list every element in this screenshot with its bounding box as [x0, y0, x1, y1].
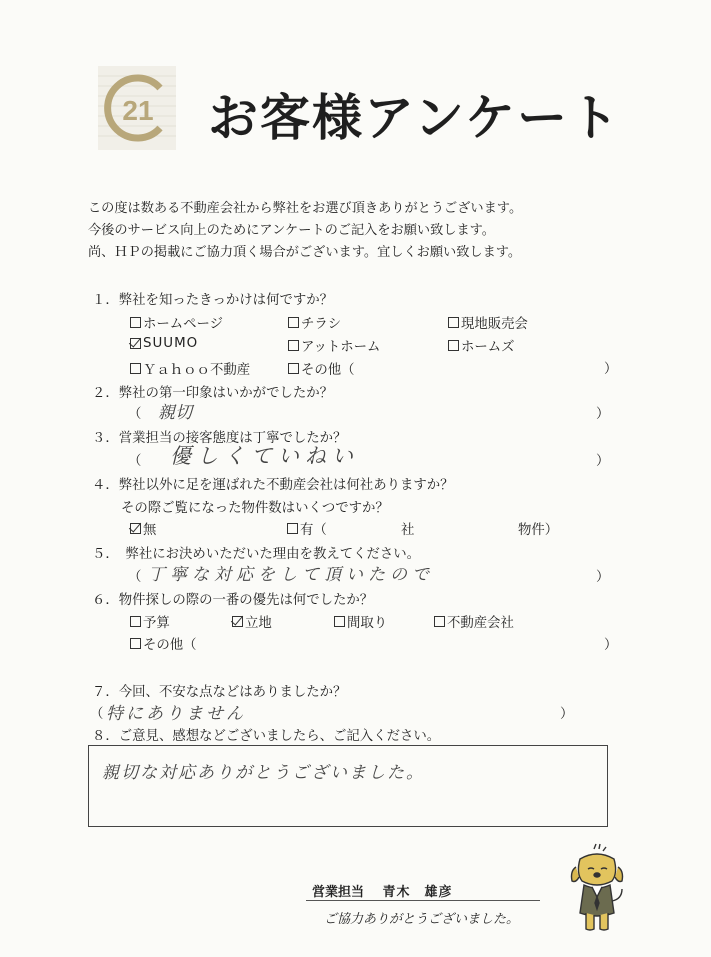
q6-question: ６．物件探しの際の一番の優先は何でしたか？: [92, 593, 374, 608]
q7-answer[interactable]: 特にありません: [106, 704, 246, 724]
dog-mascot-icon: [566, 843, 628, 941]
staff-label: 営業担当: [312, 885, 365, 900]
q5-question: ５． 弊社にお決めいただいた理由を教えてください。: [92, 547, 421, 562]
checkbox[interactable]: [288, 363, 299, 374]
q1-option-open-house[interactable]: 現地販売会: [448, 313, 528, 332]
q4-option-yes[interactable]: 有（: [287, 519, 327, 538]
checkbox[interactable]: [334, 616, 345, 627]
q4-option-none[interactable]: 無: [130, 519, 156, 538]
thanks-text: ご協力ありがとうございました。: [324, 912, 520, 927]
q4-unit-company: 社: [401, 523, 415, 538]
q4-unit-property: 物件）: [518, 523, 559, 538]
checkbox[interactable]: [130, 317, 141, 328]
checkbox[interactable]: [130, 616, 141, 627]
q5-answer[interactable]: 丁寧な対応をして頂いたので: [148, 565, 434, 585]
q8-question: ８．ご意見、感想などございましたら、ご記入ください。: [92, 729, 441, 744]
open-paren: （: [128, 407, 142, 422]
q1-option-homes[interactable]: ホームズ: [448, 336, 515, 355]
checkbox[interactable]: [288, 340, 299, 351]
staff-signature: [312, 881, 453, 900]
checkbox-checked[interactable]: [232, 616, 243, 627]
intro-text: [88, 198, 522, 264]
intro-line: 尚、ＨＰの掲載にご協力頂く場合がございます。宜しくお願い致します。: [88, 245, 522, 260]
close-paren: ）: [596, 570, 610, 585]
checkbox[interactable]: [287, 523, 298, 534]
intro-line: この度は数ある不動産会社から弊社をお選び頂きありがとうございます。: [88, 201, 523, 216]
q6-option-budget[interactable]: 予算: [130, 612, 170, 631]
logo-text: 21: [122, 95, 154, 126]
checkbox[interactable]: [288, 317, 299, 328]
open-paren: （: [128, 570, 142, 585]
close-paren: ）: [560, 707, 574, 722]
signature-line: [306, 900, 540, 901]
intro-line: 今後のサービス向上のためにアンケートのご記入をお願い致します。: [88, 223, 495, 238]
close-paren: ）: [596, 407, 610, 422]
staff-name: 青木 雄彦: [382, 885, 453, 900]
q7-question: ７．今回、不安な点などはありましたか？: [92, 685, 347, 700]
century21-logo: [98, 66, 176, 150]
close-paren: ）: [596, 454, 610, 469]
checkbox[interactable]: [448, 340, 459, 351]
checkbox[interactable]: [448, 317, 459, 328]
q1-option-flyer[interactable]: チラシ: [288, 313, 341, 332]
checkbox[interactable]: [130, 363, 141, 374]
q3-answer[interactable]: 優しくていねい: [170, 444, 359, 468]
open-paren: （: [90, 707, 104, 722]
open-paren: （: [128, 454, 142, 469]
q1-question: １．弊社を知ったきっかけは何ですか？: [92, 293, 334, 308]
page-title: お客様アンケート: [208, 89, 621, 147]
q4-subquestion: その際ご覧になった物件数はいくつですか？: [121, 501, 389, 516]
checkbox[interactable]: [434, 616, 445, 627]
q1-option-suumo[interactable]: SUUMO: [130, 336, 198, 351]
q6-option-other[interactable]: その他（: [130, 634, 197, 653]
q6-option-layout[interactable]: 間取り: [334, 612, 387, 631]
q1-option-athome[interactable]: アットホーム: [288, 336, 380, 355]
q6-option-agency[interactable]: 不動産会社: [434, 612, 514, 631]
checkbox[interactable]: [130, 638, 141, 649]
q1-option-homepage[interactable]: ホームページ: [130, 313, 223, 332]
q1-option-other[interactable]: その他（: [288, 359, 355, 378]
checkbox-checked[interactable]: [130, 338, 141, 349]
q2-question: ２．弊社の第一印象はいかがでしたか？: [92, 386, 334, 401]
q3-question: ３．営業担当の接客態度は丁寧でしたか？: [92, 431, 347, 446]
q4-question: ４．弊社以外に足を運ばれた不動産会社は何社ありますか？: [92, 478, 454, 493]
close-paren: ）: [604, 638, 618, 653]
q1-option-yahoo[interactable]: Ｙａｈｏｏ不動産: [130, 359, 250, 378]
checkbox-checked[interactable]: [130, 523, 141, 534]
q2-answer[interactable]: 親切: [158, 403, 192, 423]
q8-answer[interactable]: 親切な対応ありがとうございました。: [102, 763, 425, 783]
close-paren: ）: [604, 362, 618, 377]
q6-option-location[interactable]: 立地: [232, 612, 272, 631]
